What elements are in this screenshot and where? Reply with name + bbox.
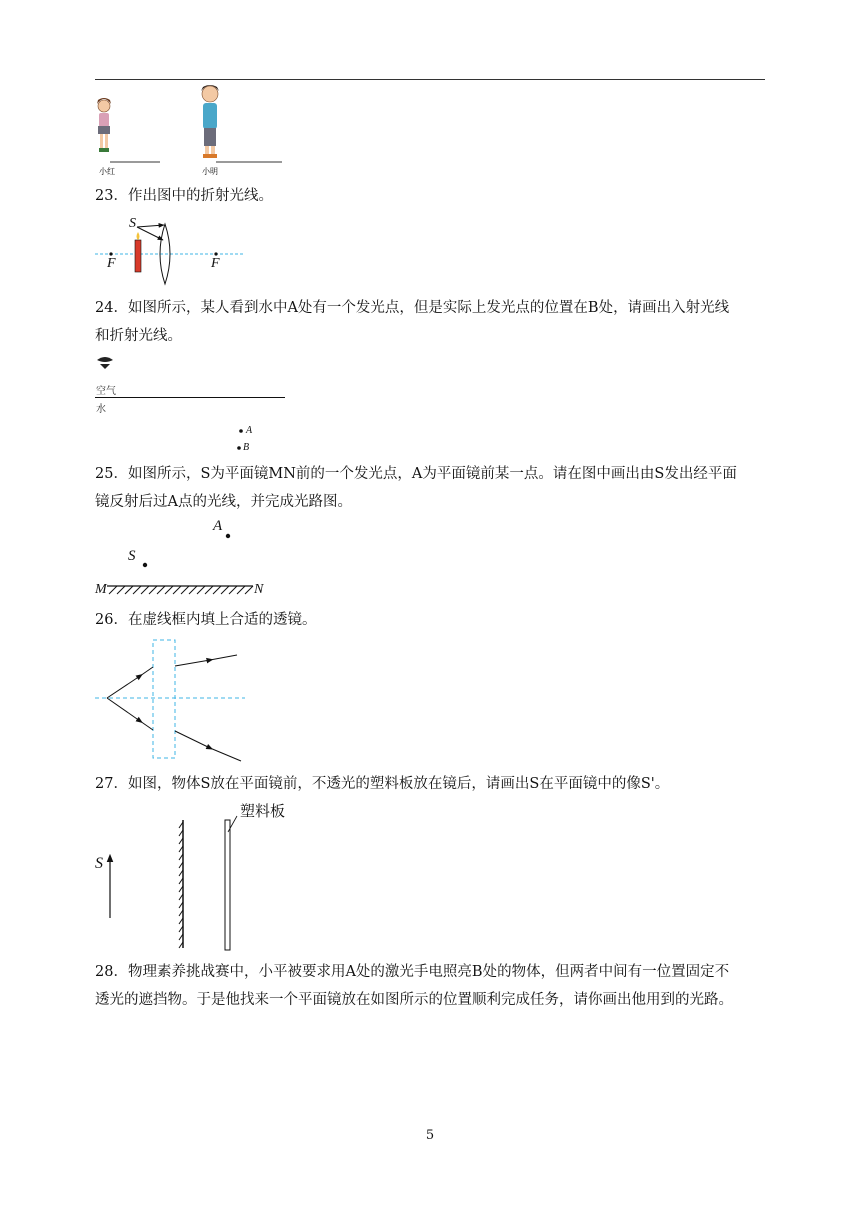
dashed-lens-box xyxy=(153,640,175,758)
question-25-line-1: 25．如图所示，S为平面镜MN前的一个发光点，A为平面镜前某一点。请在图中画出由S发出经平面 xyxy=(95,466,737,482)
children-figure xyxy=(92,82,292,176)
label-n: N xyxy=(254,582,264,597)
lens-box-figure xyxy=(95,638,255,768)
question-26: 26．在虚线框内填上合适的透镜。 xyxy=(95,612,317,628)
candle xyxy=(135,240,141,272)
girl-illustration xyxy=(97,98,111,152)
ray-parallel xyxy=(137,225,164,227)
label-plastic-board: 塑料板 xyxy=(240,802,286,820)
question-23: 23．作出图中的折射光线。 xyxy=(95,188,273,204)
mirror-hatching xyxy=(109,586,253,594)
label-a-24: A xyxy=(246,425,253,436)
label-a-25: A xyxy=(213,518,223,534)
label-f-right: F xyxy=(211,256,220,271)
candle-flame xyxy=(137,232,140,240)
label-f-left: F xyxy=(107,256,116,271)
plastic-board xyxy=(225,820,230,950)
girl-label: 小红 xyxy=(99,167,115,176)
question-24-line-2: 和折射光线。 xyxy=(95,328,182,344)
ray-in-lower-end xyxy=(140,721,153,730)
ray-center xyxy=(137,227,163,240)
mirror-figure-25 xyxy=(95,518,265,598)
point-s-25 xyxy=(143,563,147,567)
label-s-23: S xyxy=(129,216,136,231)
page-number: 5 xyxy=(425,1128,435,1143)
eye-icon xyxy=(96,356,116,370)
point-b xyxy=(237,446,241,450)
ray-out-upper-end xyxy=(210,655,237,660)
label-s-27: S xyxy=(95,855,103,872)
water-surface xyxy=(95,397,285,398)
question-24-line-1: 24．如图所示，某人看到水中A处有一个发光点，但是实际上发光点的位置在B处，请画出入射光线 xyxy=(95,300,730,316)
ray-in-upper xyxy=(107,676,140,698)
label-s-25: S xyxy=(128,548,136,564)
question-25-line-2: 镜反射后过A点的光线，并完成光路图。 xyxy=(95,494,352,510)
label-water: 水 xyxy=(96,404,106,415)
question-27: 27．如图，物体S放在平面镜前，不透光的塑料板放在镜后，请画出S在平面镜中的像S'。 xyxy=(95,776,670,792)
ray-out-upper xyxy=(175,660,210,666)
boy-label: 小明 xyxy=(202,167,218,176)
ray-in-lower xyxy=(107,698,140,721)
header-rule xyxy=(95,79,765,80)
point-a-25 xyxy=(226,534,230,538)
question-28-line-1: 28．物理素养挑战赛中，小平被要求用A处的激光手电照亮B处的物体，但两者中间有一位置固定不 xyxy=(95,964,730,980)
boy-illustration xyxy=(201,85,219,158)
mirror-plastic-figure xyxy=(95,812,255,952)
ray-out-lower-end xyxy=(210,748,241,761)
label-b-24: B xyxy=(243,442,250,453)
label-m: M xyxy=(95,582,107,597)
ray-out-lower xyxy=(175,731,210,748)
question-28-line-2: 透光的遮挡物。于是他找来一个平面镜放在如图所示的位置顺利完成任务，请你画出他用到的光路。 xyxy=(95,992,733,1008)
lens-refraction-figure xyxy=(95,214,255,274)
label-air: 空气 xyxy=(96,386,116,397)
ray-in-upper-end xyxy=(140,667,153,676)
point-a xyxy=(239,429,243,433)
